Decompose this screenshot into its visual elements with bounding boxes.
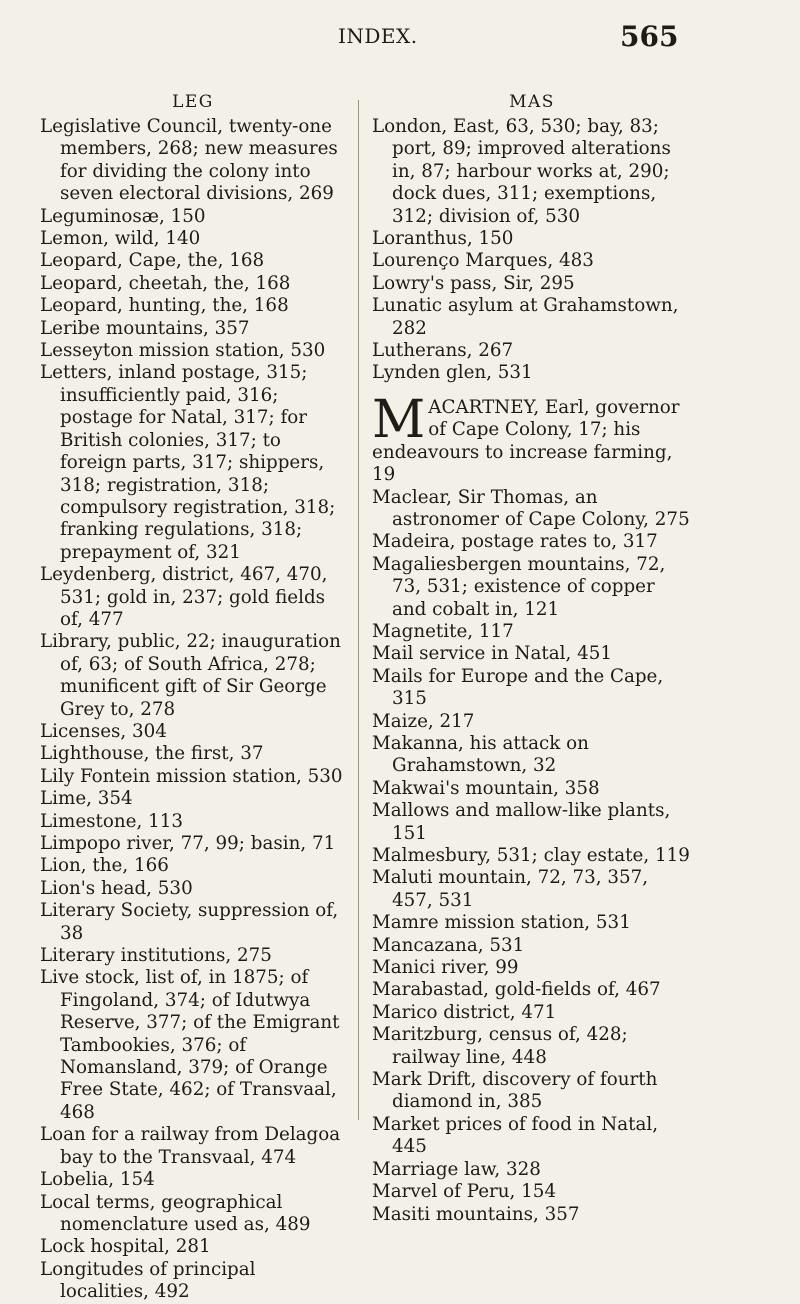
index-entry: Live stock, list of, in 1875; of Fingoland, 374; of Idutwya Reserve, 377; of the Emigrant Tambookies, 376; of Nomansland, 379; of Orange Free State, 462; of Transvaal, 468 [40, 967, 340, 1123]
index-entry: Mark Drift, discovery of fourth diamond in, 385 [372, 1069, 658, 1113]
index-entry: Limpopo river, 77, 99; basin, 71 [40, 833, 336, 854]
index-entry: Literary institutions, 275 [40, 945, 272, 967]
macartney-entry [372, 389, 692, 487]
index-entry: Maclear, Sir Thomas, an astronomer of Cape Colony, 275 [372, 486, 690, 530]
index-entry: Longitudes of principal localities, 492 [40, 1258, 256, 1303]
right-entry-list-after [372, 487, 692, 1226]
index-entry: Lighthouse, the first, 37 [40, 743, 264, 765]
index-entry: Marriage law, 328 [372, 1158, 541, 1180]
index-entry: Lion, the, 166 [40, 855, 169, 877]
index-entry: Lemon, wild, 140 [40, 228, 201, 250]
left-column [40, 92, 346, 1304]
index-entry: Letters, inland postage, 315; insufficiently paid, 316; postage for Natal, 317; for British colonies, 317; to foreign parts, 317; shippers, 318; registration, 318; compulsory registration, 318; franking regulations, 318; prepayment of, 321 [40, 362, 336, 563]
index-entry: Lily Fontein mission station, 530 [40, 765, 343, 787]
index-entry: Marvel of Peru, 154 [372, 1181, 557, 1203]
index-entry: Maluti mountain, 72, 73, 357, 457, 531 [372, 867, 649, 911]
column-divider [358, 100, 359, 1120]
index-entry: Loan for a railway from Delagoa bay to the Transvaal, 474 [40, 1124, 341, 1168]
index-entry: Makanna, his attack on Grahamstown, 32 [372, 732, 589, 777]
index-entry: Literary Society, suppression of, 38 [40, 900, 339, 944]
page-header [0, 20, 800, 60]
index-entry: Mail service in Natal, 451 [372, 643, 613, 665]
right-column-heading: MAS [509, 92, 555, 112]
index-entry: Leydenberg, district, 467, 470, 531; gold in, 237; gold fields of, 477 [40, 564, 328, 630]
index-entry: Leribe mountains, 357 [40, 317, 250, 339]
index-entry: Market prices of food in Natal, 445 [372, 1113, 659, 1158]
index-entry: Lock hospital, 281 [40, 1236, 211, 1258]
index-entry: Lesseyton mission station, 530 [40, 340, 326, 362]
index-entry: Marico district, 471 [372, 1001, 557, 1023]
index-entry: Malmesbury, 531; clay estate, 119 [372, 845, 690, 866]
index-title: INDEX. [338, 24, 418, 48]
index-entry: Maize, 217 [372, 710, 475, 732]
right-column [372, 92, 692, 1226]
index-entry: Lourenço Marques, 483 [372, 250, 594, 272]
index-entry: Lion's head, 530 [40, 877, 193, 899]
index-entry: Library, public, 22; inauguration of, 63; of South Africa, 278; munificent gift of Sir George Grey to, 278 [40, 631, 341, 720]
dropcap-letter: M [372, 389, 426, 450]
index-entry: Licenses, 304 [40, 720, 167, 742]
index-entry: Masiti mountains, 357 [372, 1203, 580, 1225]
index-entry: Lobelia, 154 [40, 1169, 155, 1191]
index-entry: London, East, 63, 530; bay, 83; port, 89; improved alterations in, 87; harbour works at, 290; dock dues, 311; exemptions, 312; division of, 530 [372, 116, 671, 227]
index-entry: Lunatic asylum at Grahamstown, 282 [372, 295, 679, 339]
index-entry: Mails for Europe and the Cape, 315 [372, 665, 664, 710]
index-entry: Leguminosæ, 150 [40, 205, 206, 227]
page-number: 565 [620, 20, 679, 53]
dropcap-entry-text: ACARTNEY, Earl, governor of Cape Colony, 17; his endeavours to increase farming, 19 [372, 396, 680, 486]
index-entry: Magaliesbergen mountains, 72, 73, 531; existence of copper and cobalt in, 121 [372, 553, 666, 620]
index-entry: Limestone, 113 [40, 810, 183, 832]
index-entry: Makwai's mountain, 358 [372, 777, 600, 799]
left-column-heading: LEG [172, 92, 214, 112]
index-entry: Mamre mission station, 531 [372, 912, 631, 934]
index-entry: Marabastad, gold-fields of, 467 [372, 979, 661, 1001]
right-entry-list-before [372, 116, 692, 385]
index-entry: Local terms, geographical nomenclature used as, 489 [40, 1191, 311, 1235]
index-entry: Leopard, cheetah, the, 168 [40, 272, 291, 294]
index-entry: Leopard, hunting, the, 168 [40, 295, 289, 317]
index-entry: Magnetite, 117 [372, 620, 514, 642]
index-entry: Legislative Council, twenty-one members, 268; new measures for dividing the colony into seven electoral divisions, 269 [40, 116, 338, 205]
index-entry: Madeira, postage rates to, 317 [372, 531, 658, 553]
index-entry: Lime, 354 [40, 788, 133, 810]
index-entry: Maritzburg, census of, 428; railway line, 448 [372, 1024, 628, 1068]
left-entry-list [40, 116, 346, 1304]
index-entry: Loranthus, 150 [372, 228, 514, 250]
index-entry: Lowry's pass, Sir, 295 [372, 272, 575, 294]
index-entry: Lutherans, 267 [372, 340, 514, 362]
index-entry: Lynden glen, 531 [372, 362, 533, 384]
index-entry: Manici river, 99 [372, 957, 519, 979]
index-entry: Leopard, Cape, the, 168 [40, 250, 265, 272]
index-entry: Mallows and mallow-like plants, 151 [372, 800, 671, 844]
index-entry: Mancazana, 531 [372, 934, 525, 956]
